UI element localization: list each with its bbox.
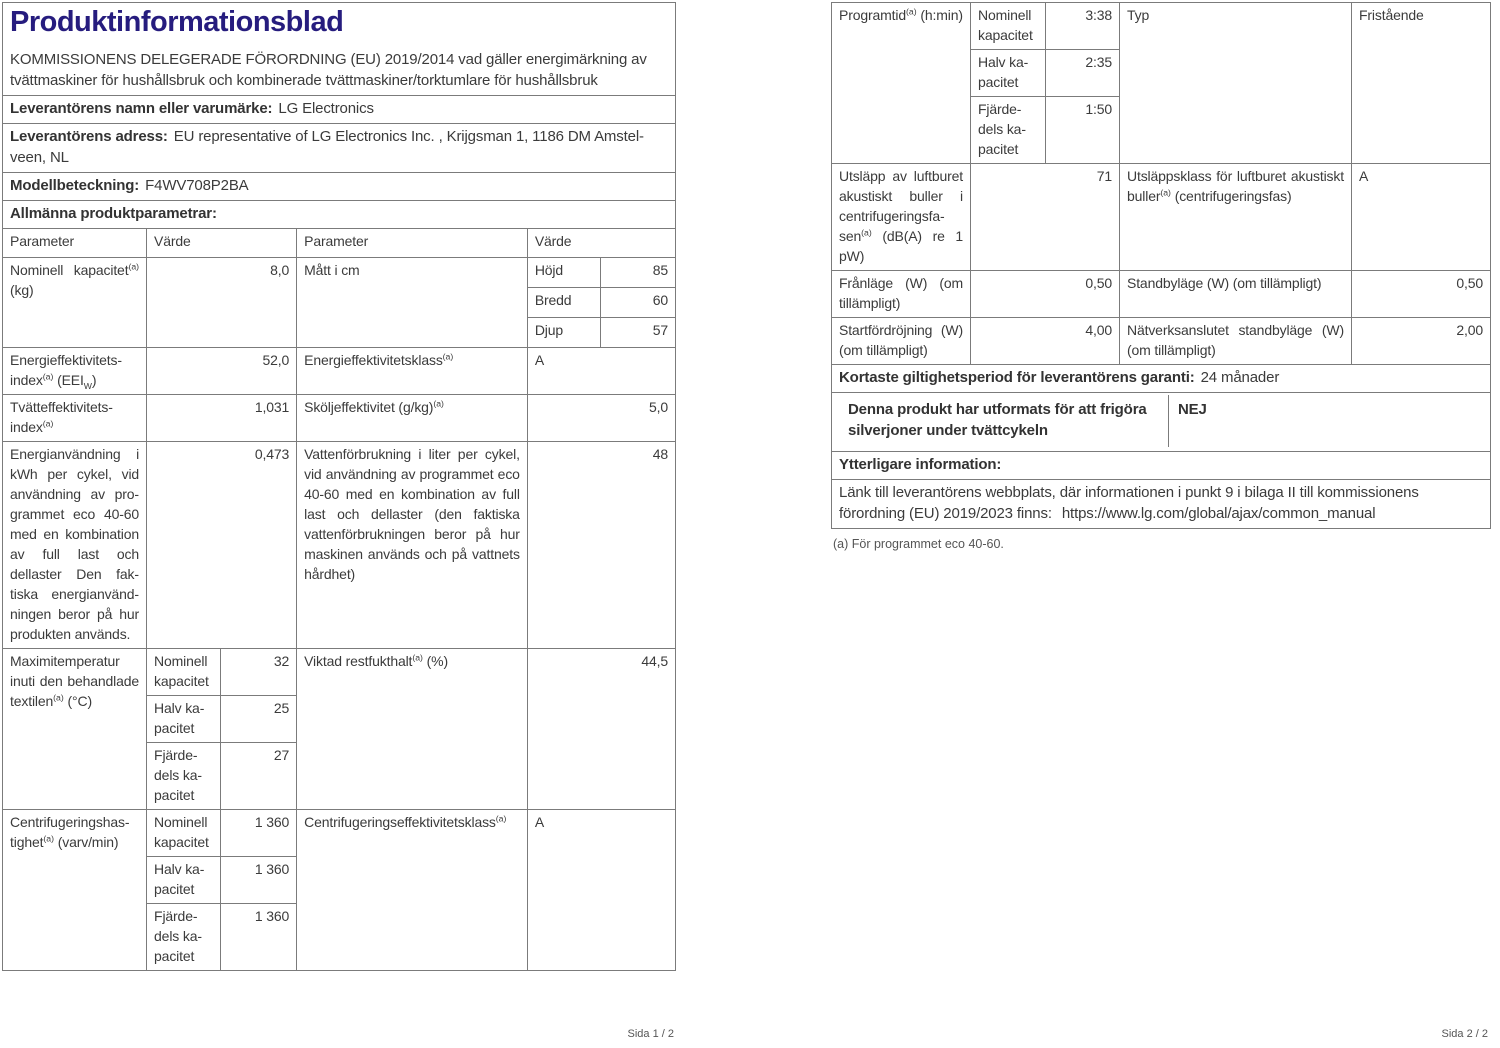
supplier-address-value: EU representative of LG Electronics Inc. , Krijgsman 1, 1186 DM Amstelveen, NL: [10, 128, 645, 166]
regulation-text: KOMMISSIONENS DELEGERADE FÖRORDNING (EU) 2019/2014 vad gäller energimärkning av tvättmaskiner för hushållsbruk och kombinerade tvättmaskiner/torktumlare för hushållsbruk: [10, 51, 647, 89]
page-2-footer: Sida 2 / 2: [1441, 1028, 1488, 1040]
network-standby-value: 2,00: [1352, 318, 1491, 365]
model-label: Modellbeteckning:: [10, 177, 140, 194]
header-value-2: Värde: [527, 229, 675, 258]
row-supplier-link: [832, 480, 1491, 529]
energy-use-value: 0,473: [147, 442, 297, 649]
residual-moisture-value: 44,5: [527, 649, 675, 810]
max-temp-nominal-value: 32: [220, 649, 297, 696]
model-row: [3, 173, 676, 201]
row-delay-network-standby: [832, 318, 1491, 365]
header-parameter-2: Parameter: [297, 229, 528, 258]
program-time-label: Programtid$^{(a)}$ (h:min): [832, 3, 971, 164]
supplier-website-url[interactable]: https://www.lg.com/global/ajax/common_manual: [1061, 505, 1376, 522]
energy-use-label: Energianvändning i kWh per cykel, vid användning av programmet eco 40-60 med en kombination av full last och dellaster Den faktiska energianvändningen beror på hur produkten används.: [3, 442, 147, 649]
program-time-nominal-value: 3:38: [1046, 3, 1120, 50]
energy-class-label: Energieffektivitetsklass$^{(a)}$: [297, 348, 528, 395]
wash-index-value: 1,031: [147, 395, 297, 442]
dimension-width-label: Bredd: [527, 288, 601, 318]
type-label: Typ: [1120, 3, 1352, 164]
max-temp-half-value: 25: [220, 696, 297, 743]
max-temp-quarter-value: 27: [220, 743, 297, 810]
noise-class-label: Utsläppsklass för luftburet akustiskt buller$^{(a)}$ (centrifugeringsfas): [1120, 164, 1352, 271]
supplier-name-label: Leverantörens namn eller varumärke:: [10, 100, 273, 117]
energy-class-value: A: [527, 348, 675, 395]
noise-class-value: A: [1352, 164, 1491, 271]
nominal-capacity-label: Nominell kapacitet$^{(a)}$ (kg): [3, 258, 147, 348]
link-description: Länk till leverantörens webbplats, där informationen i punkt 9 i bilaga II till kommissionens förordning (EU) 2019/2023 finns:: [839, 484, 1419, 522]
spin-speed-half-label: Halv kapacitet: [147, 857, 221, 904]
title-section: [3, 3, 676, 96]
general-params-label: Allmänna produktparametrar:: [10, 205, 217, 222]
spin-class-label: Centrifugeringseffektivitetsklass$^{(a)}$: [297, 810, 528, 971]
dimension-height-value: 85: [601, 258, 676, 288]
row-energy-water-consumption: [3, 442, 676, 649]
program-time-nominal-label: Nominell kapacitet: [971, 3, 1046, 50]
row-spin-speed: [3, 810, 676, 857]
delay-start-value: 4,00: [971, 318, 1120, 365]
row-off-standby: [832, 271, 1491, 318]
spin-speed-nominal-label: Nominell kapacitet: [147, 810, 221, 857]
row-acoustic-noise: [832, 164, 1491, 271]
program-time-half-value: 2:35: [1046, 50, 1120, 97]
spin-speed-quarter-value: 1 360: [220, 904, 297, 971]
spin-class-value: A: [527, 810, 675, 971]
supplier-address-row: [3, 124, 676, 173]
model-value: F4WV708P2BA: [145, 177, 249, 194]
table-header-row: [3, 229, 676, 258]
silver-ions-label: Denna produkt har utformats för att frigöra silverjoner under tvättcykeln: [839, 395, 1169, 447]
network-standby-label: Nätverksanslutet standbyläge (W) (om tillämpligt): [1120, 318, 1352, 365]
spin-speed-nominal-value: 1 360: [220, 810, 297, 857]
max-temp-quarter-label: Fjärdedels kapacitet: [147, 743, 221, 810]
dimensions-label: Mått i cm: [297, 258, 528, 348]
max-temp-nominal-label: Nominell kapacitet: [147, 649, 221, 696]
off-mode-value: 0,50: [971, 271, 1120, 318]
max-temp-label: Maximitemperatur inuti den behandlade textilen$^{(a)}$ (°C): [3, 649, 147, 810]
header-parameter-1: Parameter: [3, 229, 147, 258]
dimension-height-label: Höjd: [527, 258, 601, 288]
row-nominal-capacity: [3, 258, 676, 288]
product-sheet-page1: [2, 2, 676, 971]
eei-label: Energieffektivitetsindex$^{(a)}$ $(EEI_W)$: [3, 348, 147, 395]
dimension-depth-label: Djup: [527, 318, 601, 348]
eei-value: 52,0: [147, 348, 297, 395]
warranty-value: 24 månader: [1200, 369, 1280, 386]
row-energy-efficiency-index: [3, 348, 676, 395]
water-use-value: 48: [527, 442, 675, 649]
product-sheet-page2: [831, 2, 1491, 529]
off-mode-label: Frånläge (W) (om tillämpligt): [832, 271, 971, 318]
wash-index-label: Tvätteffektivitetsindex$^{(a)}$: [3, 395, 147, 442]
row-silver-ions: [832, 393, 1491, 452]
spin-speed-half-value: 1 360: [220, 857, 297, 904]
footnote-eco-program: (a) För programmet eco 40-60.: [833, 537, 1004, 551]
more-info-label: Ytterligare information:: [839, 456, 1002, 473]
rinse-effectiveness-value: 5,0: [527, 395, 675, 442]
page-title: Produktinformationsblad: [10, 6, 344, 38]
supplier-name-value: LG Electronics: [278, 100, 374, 117]
rinse-effectiveness-label: Sköljeffektivitet $(g/kg)^{(a)}$: [297, 395, 528, 442]
dimension-depth-value: 57: [601, 318, 676, 348]
general-params-row: [3, 201, 676, 229]
page-1-footer: Sida 1 / 2: [627, 1028, 674, 1040]
supplier-name-row: [3, 96, 676, 124]
standby-value: 0,50: [1352, 271, 1491, 318]
supplier-address-label: Leverantörens adress:: [10, 128, 168, 145]
program-time-quarter-value: 1:50: [1046, 97, 1120, 164]
silver-ions-value: NEJ: [1178, 401, 1207, 418]
row-max-temperature: [3, 649, 676, 696]
dimension-width-value: 60: [601, 288, 676, 318]
water-use-label: Vattenförbrukning i liter per cykel, vid användning av programmet eco 40-60 med en kombination av full last och dellaster (den faktiska vattenförbrukningen beror på hur maskinen används och på vattnets hårdhet): [297, 442, 528, 649]
warranty-label: Kortaste giltighetsperiod för leverantörens garanti:: [839, 369, 1195, 386]
type-value: Fristående: [1352, 3, 1491, 164]
spin-speed-quarter-label: Fjärdedels kapacitet: [147, 904, 221, 971]
spin-speed-label: Centrifugeringshastighet$^{(a)}$ (varv/min): [3, 810, 147, 971]
program-time-half-label: Halv kapacitet: [971, 50, 1046, 97]
residual-moisture-label: Viktad restfukthalt$^{(a)}$ (%): [297, 649, 528, 810]
header-value-1: Värde: [147, 229, 297, 258]
page-2: [831, 2, 1490, 1042]
max-temp-half-label: Halv kapacitet: [147, 696, 221, 743]
page-1: [2, 2, 676, 1042]
program-time-quarter-label: Fjärdedels kapacitet: [971, 97, 1046, 164]
noise-label: Utsläpp av luftburet akustiskt buller i centrifugeringsfasen$^{(a)}$ (dB(A) re 1 pW): [832, 164, 971, 271]
row-more-info: [832, 452, 1491, 480]
row-warranty: [832, 365, 1491, 393]
noise-value: 71: [971, 164, 1120, 271]
standby-label: Standbyläge (W) (om tillämpligt): [1120, 271, 1352, 318]
delay-start-label: Startfördröjning (W) (om tillämpligt): [832, 318, 971, 365]
row-program-time: [832, 3, 1491, 50]
row-wash-index: [3, 395, 676, 442]
nominal-capacity-value: 8,0: [147, 258, 297, 348]
